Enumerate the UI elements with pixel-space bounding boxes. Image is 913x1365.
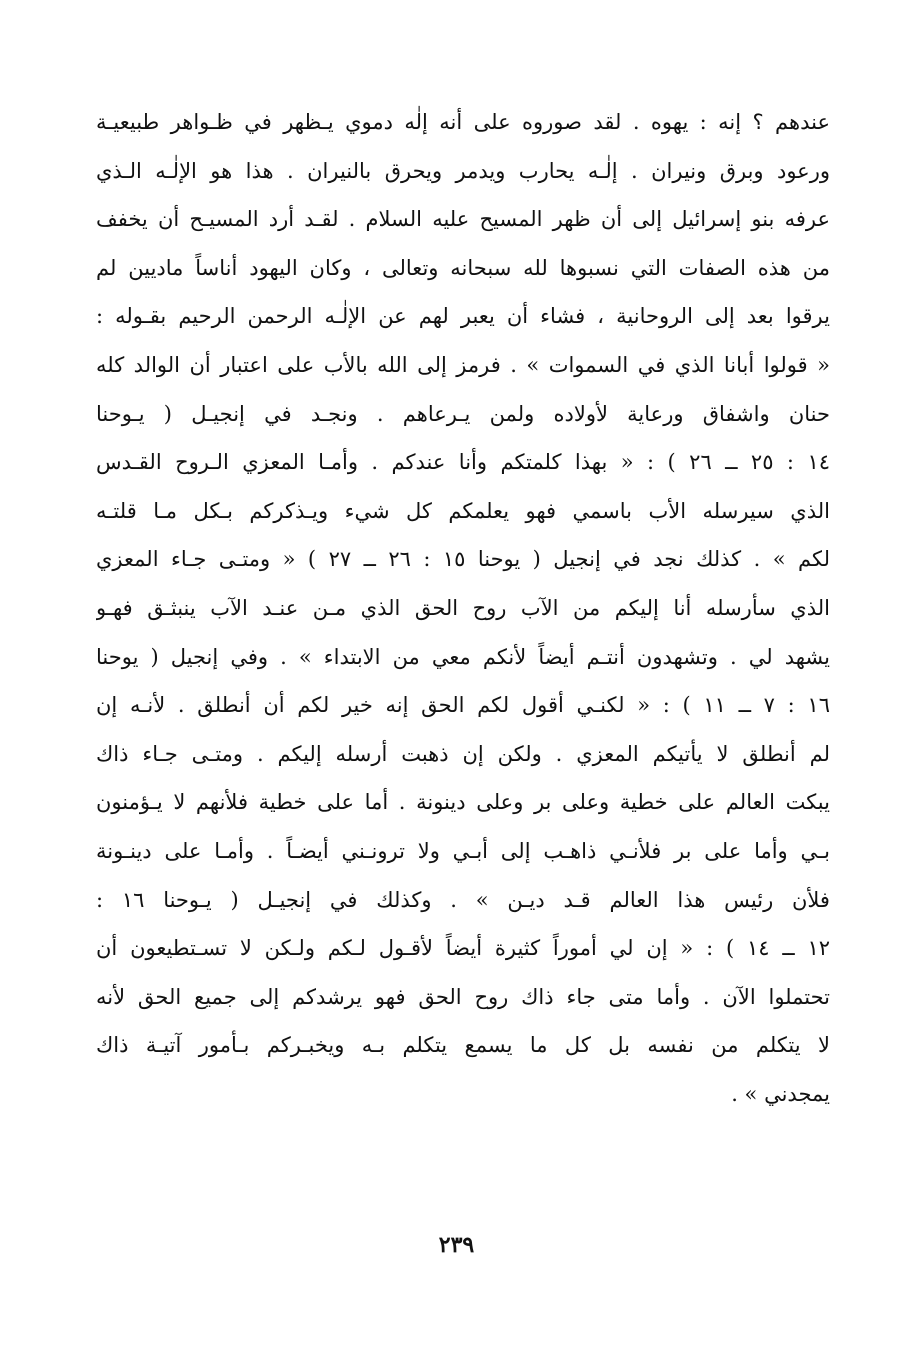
text-line: يرقوا بعد إلى الروحانية ، فشاء أن يعبر لهم عن الإلٰـه الرحمن الرحيم بقـوله : <box>96 304 830 329</box>
body-text <box>96 98 830 1118</box>
text-line: لكم » . كذلك نجد في إنجيل ( يوحنا ١٥ : ٢٦ ــ ٢٧ ) « ومتـى جـاء المعزي <box>96 547 830 572</box>
text-line: فلأن رئيس هذا العالم قـد ديـن » . وكذلك في إنجيـل ( يـوحنا ١٦ : <box>96 887 830 912</box>
text-line: يبكت العالم على خطية وعلى بر وعلى دينونة . أما على خطية فلأنهم لا يـؤمنون <box>96 790 830 815</box>
text-line: ١٤ : ٢٥ ــ ٢٦ ) : « بهذا كلمتكم وأنا عندكم . وأمـا المعزي الـروح القـدس <box>96 450 830 475</box>
text-line: الذي سيرسله الأب باسمي فهو يعلمكم كل شيء ويـذكركم بـكل مـا قلتـه <box>96 498 830 523</box>
text-line: « قولوا أبانا الذي في السموات » . فرمز إلى الله بالأب على اعتبار أن الوالد كله <box>96 352 830 377</box>
text-line: ورعود وبرق ونيران . إلٰـه يحارب ويدمر ويحرق بالنيران . هذا هو الإلٰـه الـذي <box>96 158 830 183</box>
text-line: الذي سأرسله أنا إليكم من الآب روح الحق الذي مـن عنـد الآب ينبثـق فهـو <box>96 595 830 620</box>
text-line: يشهد لي . وتشهدون أنتـم أيضاً لأنكم معي من الابتداء » . وفي إنجيل ( يوحنا <box>96 644 830 669</box>
text-line: ١٦ : ٧ ــ ١١ ) : « لكنـي أقول لكم الحق إنه خير لكم أن أنطلق . لأنـه إن <box>96 693 830 718</box>
text-line: بـي وأما على بر فلأنـي ذاهـب إلى أبـي ولا ترونـني أيضـاً . وأمـا على دينـونة <box>96 838 830 863</box>
text-line: ١٢ ــ ١٤ ) : « إن لي أموراً كثيرة أيضاً لأقـول لـكم ولـكن لا تسـتطيعون أن <box>96 936 830 961</box>
text-line: عرفه بنو إسرائيل إلى أن ظهر المسيح عليه السلام . لقـد أرد المسيـح أن يخفف <box>96 207 830 232</box>
text-line: من هذه الصفات التي نسبوها لله سبحانه وتعالى ، وكان اليهود أناساً ماديين لم <box>96 255 830 280</box>
text-line: لا يتكلم من نفسه بل كل ما يسمع يتكلم بـه ويخبـركم بـأمور آتيـة ذاك <box>96 1033 830 1058</box>
text-line: عندهم ؟ إنه : يهوه . لقد صوروه على أنه إلٰه دموي يـظهر في ظـواهر طبيعيـة <box>96 110 830 134</box>
text-line: تحتملوا الآن . وأما متى جاء ذاك روح الحق فهو يرشدكم إلى جميع الحق لأنه <box>96 984 830 1009</box>
text-line: حنان واشفاق ورعاية لأولاده ولمن يـرعاهم . ونجـد في إنجيـل ( يـوحنا <box>96 401 830 426</box>
text-line-final: يمجدني » . <box>731 1081 830 1106</box>
page-number: ٢٣٩ <box>438 1232 475 1258</box>
text-line: لم أنطلق لا يأتيكم المعزي . ولكن إن ذهبت أرسله إليكم . ومتـى جـاء ذاك <box>96 741 830 766</box>
